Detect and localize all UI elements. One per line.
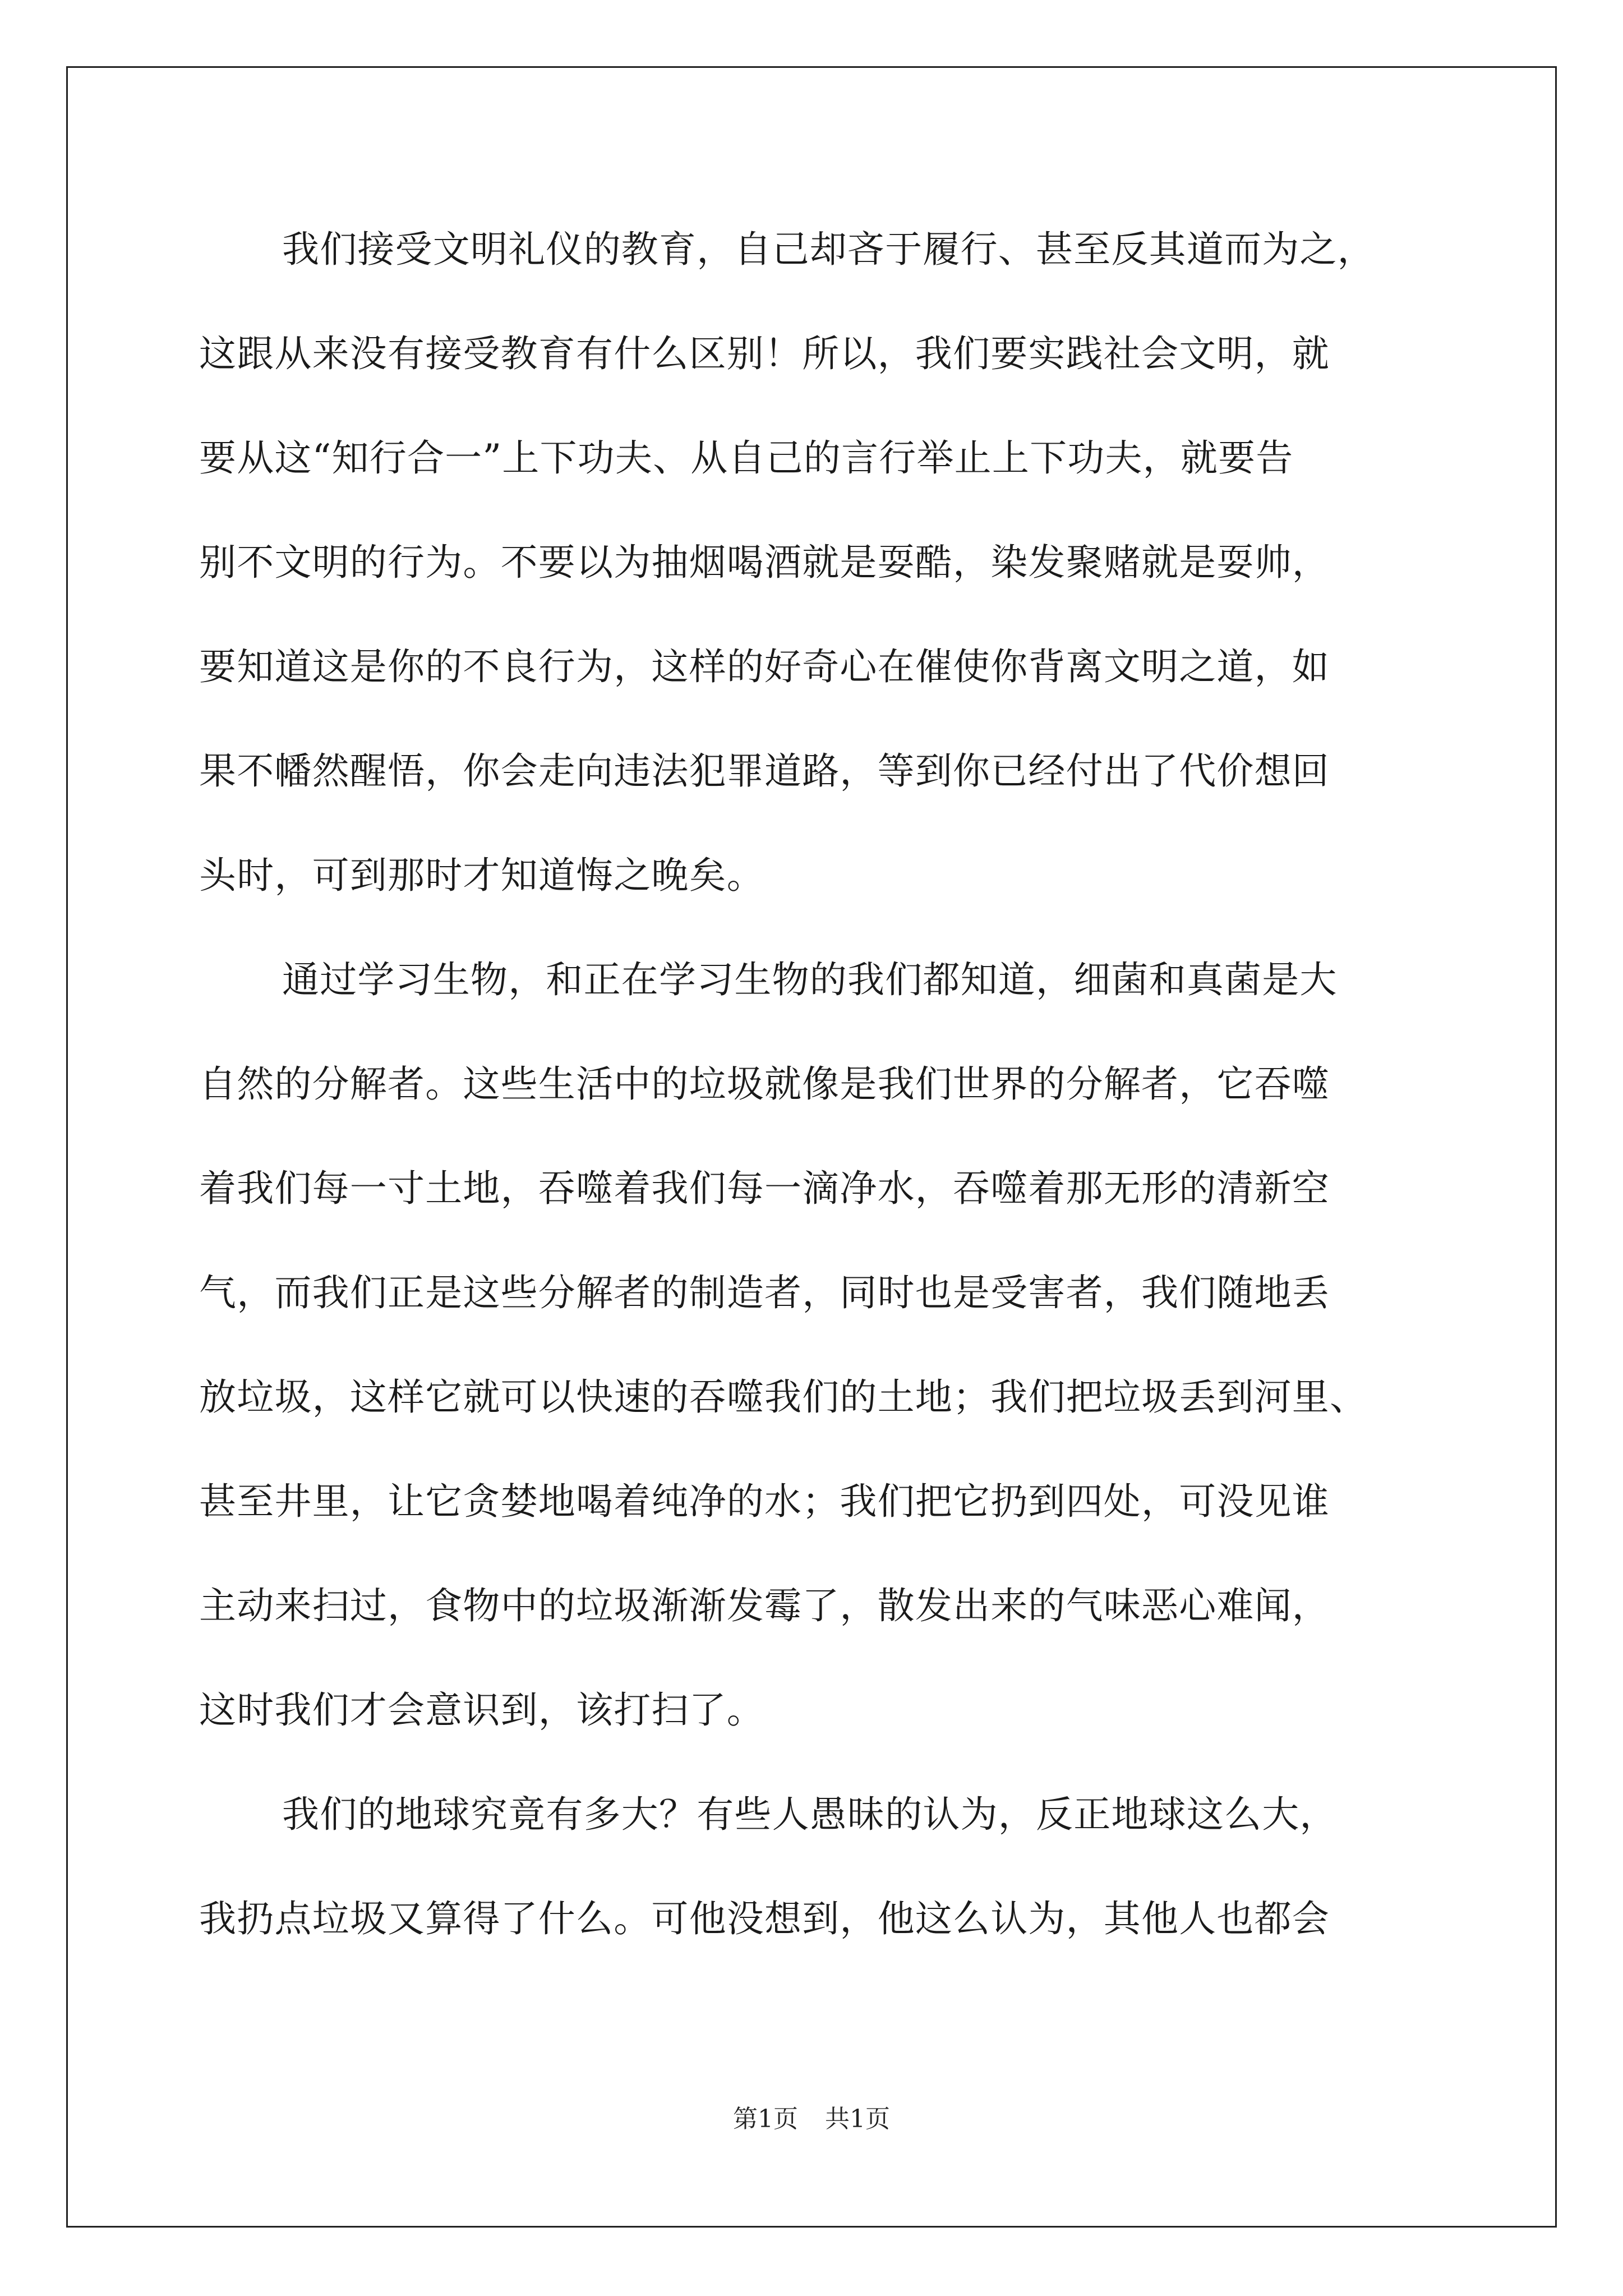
paragraph-line: 要从这“知行合一”上下功夫、从自己的言行举止上下功夫，就要告 xyxy=(199,436,1294,480)
document-body xyxy=(199,197,1427,1971)
paragraph-line: 放垃圾，这样它就可以快速的吞噬我们的土地；我们把垃圾丢到河里、 xyxy=(199,1375,1368,1419)
paragraph-line: 这时我们才会意识到，该打扫了。 xyxy=(199,1688,764,1732)
paragraph-line: 主动来扫过，食物中的垃圾渐渐发霉了，散发出来的气味恶心难闻， xyxy=(199,1584,1330,1627)
paragraph-line: 自然的分解者。这些生活中的垃圾就像是我们世界的分解者，它吞噬 xyxy=(199,1062,1330,1106)
paragraph-2 xyxy=(199,928,1427,1763)
paragraph-line: 这跟从来没有接受教育有什么区别！所以，我们要实践社会文明，就 xyxy=(199,332,1330,375)
paragraph-line: 果不幡然醒悟，你会走向违法犯罪道路，等到你已经付出了代价想回 xyxy=(199,749,1330,793)
paragraph-line: 我们的地球究竟有多大？有些人愚昧的认为，反正地球这么大， xyxy=(282,1793,1338,1836)
paragraph-line: 要知道这是你的不良行为，这样的好奇心在催使你背离文明之道，如 xyxy=(199,645,1330,688)
paragraph-line: 别不文明的行为。不要以为抽烟喝酒就是耍酷，染发聚赌就是耍帅， xyxy=(199,541,1330,584)
paragraph-1 xyxy=(199,197,1427,928)
page-footer xyxy=(0,2102,1623,2136)
paragraph-line: 着我们每一寸土地，吞噬着我们每一滴净水，吞噬着那无形的清新空 xyxy=(199,1167,1330,1210)
paragraph-line: 通过学习生物，和正在学习生物的我们都知道，细菌和真菌是大 xyxy=(282,958,1338,1001)
paragraph-line: 我们接受文明礼仪的教育，自己却吝于履行、甚至反其道而为之， xyxy=(282,228,1375,271)
page-number-current: 第1页 xyxy=(733,2105,798,2133)
paragraph-3 xyxy=(199,1763,1427,1971)
page-number-total: 共1页 xyxy=(825,2105,890,2133)
paragraph-line: 我扔点垃圾又算得了什么。可他没想到，他这么认为，其他人也都会 xyxy=(199,1897,1330,1940)
paragraph-line: 气，而我们正是这些分解者的制造者，同时也是受害者，我们随地丢 xyxy=(199,1271,1330,1314)
paragraph-line: 甚至井里，让它贪婪地喝着纯净的水；我们把它扔到四处，可没见谁 xyxy=(199,1480,1330,1523)
paragraph-line: 头时，可到那时才知道悔之晚矣。 xyxy=(199,854,764,897)
